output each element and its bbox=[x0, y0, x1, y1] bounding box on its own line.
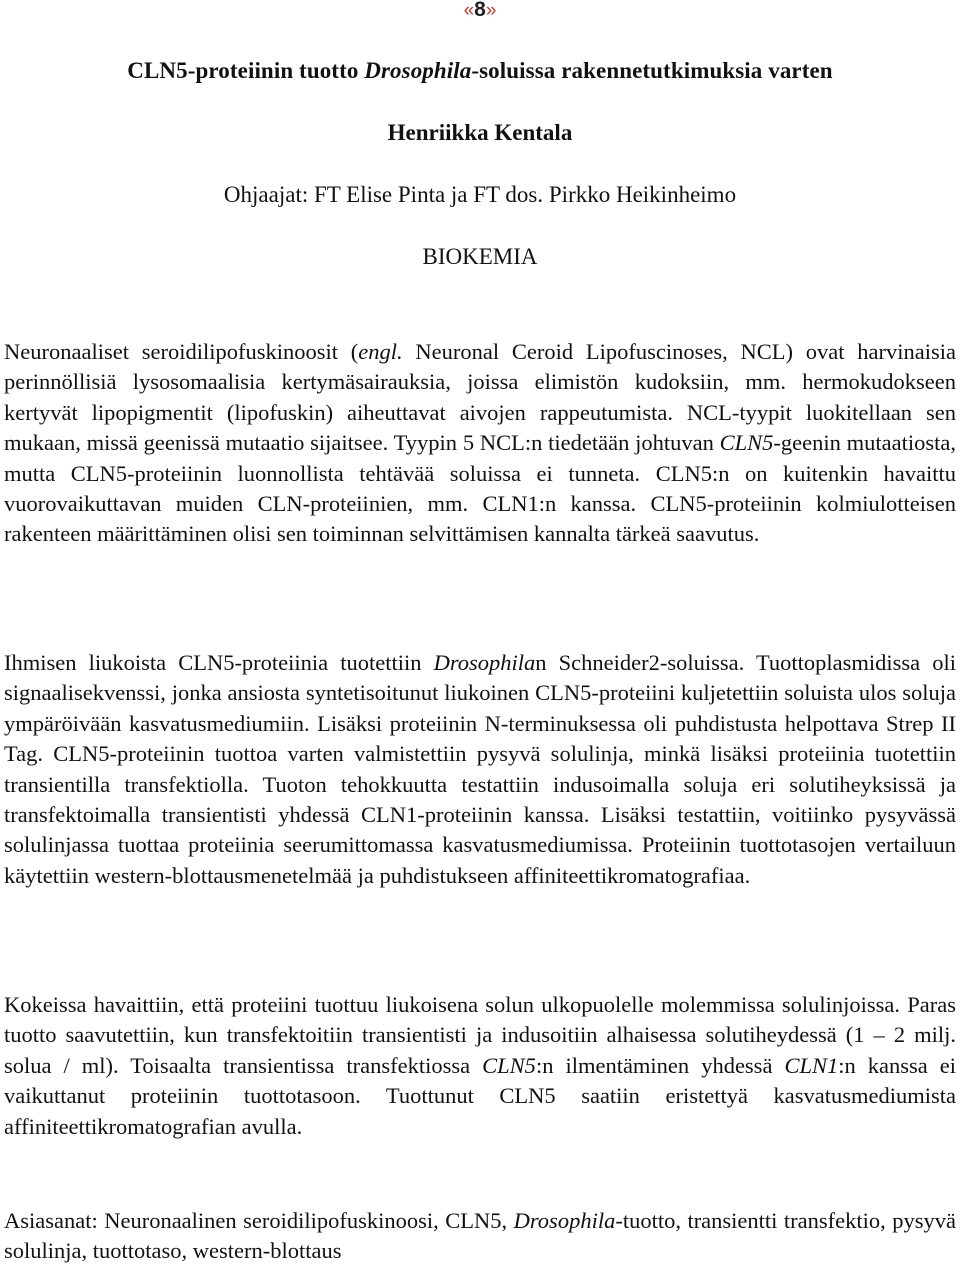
text-run: Kokeissa havaittiin, että proteiini tuottuu liukoisena solun ulkopuolelle molemmissa solulinjoissa. Paras tuotto saavutettiin, kun transfektoitiin transientisti ja indusoitiin alhaisessa solutiheydessä (1 – 2 milj. solua / ml). Toisaalta transientissa transfektiossa bbox=[4, 992, 956, 1078]
title-text-end: -soluissa rakennetutkimuksia varten bbox=[471, 58, 833, 83]
text-run: -geenin mutaatiosta, mutta CLN5-proteiinin luonnollista tehtävää soluissa ei tunneta. CLN5:n on kuitenkin havaittu vuorovaikuttavan muiden CLN-proteiinien, mm. CLN1:n kanssa. CLN5-proteiinin kolmiulotteisen rakenteen määrittäminen olisi sen toiminnan selvittämisen kannalta tärkeä saavutus. bbox=[4, 430, 956, 547]
text-run: n Schneider2-soluissa. Tuottoplasmidissa oli signaalisekvenssi, jonka ansiosta syntetisoitunut liukoinen CLN5-proteiini kuljetettiin soluista ulos soluja ympäröivään kasvatusmediumiin. Lisäksi proteiinin N-terminuksessa oli puhdistusta helpottava Strep II Tag. CLN5-proteiinin tuottoa varten valmistettiin pysyvä solulinja, minkä lisäksi proteiinia tuotettiin transientilla transfektiolla. Tuoton tehokkuutta testattiin indusoimalla soluja eri solutiheyksissä ja transfektoimalla transientisti yhdessä CLN1-proteiinin kanssa. Lisäksi testattiin, voitiinko pysyvässä solulinjassa tuottaa proteiinia seerumittomassa kasvatusmediumissa. Proteiinin tuottotasojen vertailuun käytettiin western-blottausmenetelmää ja puhdistukseen affiniteettikromatografiaa. bbox=[4, 650, 956, 888]
document-title bbox=[0, 58, 960, 84]
text-run: -tuotto, transientti transfektio, pysyvä solulinja, tuottotaso, western-blottaus bbox=[4, 1208, 956, 1264]
page-number-value: 8 bbox=[474, 0, 486, 21]
text-run: :n ilmentäminen yhdessä bbox=[535, 1052, 785, 1078]
italic-run: engl. bbox=[358, 339, 403, 364]
text-run: Neuronal Ceroid Lipofuscinoses, NCL) ovat harvinaisia perinnöllisiä lysosomaalisia kertymäsairauksia, joissa elimistön kudoksiin, mm. hermokudokseen kertyvät lipopigmentit (lipofuskin) aiheuttavat aivojen rappeutumista. NCL-tyypit luokitellaan sen mukaan, missä geenissä mutaatio sijaitsee. Tyypin 5 NCL:n tiedetään johtuvan bbox=[4, 339, 956, 456]
page-number-right-mark: » bbox=[485, 0, 497, 21]
author-name: Henriikka Kentala bbox=[387, 120, 573, 145]
paragraph-introduction bbox=[4, 337, 956, 550]
italic-run: CLN5 bbox=[482, 1052, 536, 1078]
text-run: Ihmisen liukoista CLN5-proteiinia tuotettiin bbox=[4, 650, 434, 675]
department-name: BIOKEMIA bbox=[422, 244, 538, 269]
supervisors-line: Ohjaajat: FT Elise Pinta ja FT dos. Pirkko Heikinheimo bbox=[223, 182, 737, 207]
paragraph-methods bbox=[4, 648, 956, 891]
title-text-start: CLN5-proteiinin tuotto bbox=[127, 58, 365, 83]
paragraph-keywords bbox=[4, 1206, 956, 1267]
text-run: :n kanssa ei vaikuttanut proteiinin tuottotasoon. Tuottunut CLN5 saatiin eristettyä kasvatusmediumista affiniteettikromatografian avulla. bbox=[4, 1052, 956, 1139]
title-italic-term: Drosophila bbox=[364, 58, 472, 83]
page-number bbox=[0, 0, 960, 22]
text-run: Neuronaaliset seroidilipofuskinoosit ( bbox=[4, 339, 359, 364]
italic-run: CLN5 bbox=[719, 430, 774, 456]
paragraph-results bbox=[4, 990, 956, 1142]
italic-run: CLN1 bbox=[784, 1052, 839, 1078]
italic-run: Drosophila bbox=[433, 650, 536, 675]
text-run: Asiasanat: Neuronaalinen seroidilipofuskinoosi, CLN5, bbox=[4, 1208, 514, 1233]
italic-run: Drosophila bbox=[513, 1208, 616, 1233]
page-number-left-mark: « bbox=[463, 0, 475, 21]
